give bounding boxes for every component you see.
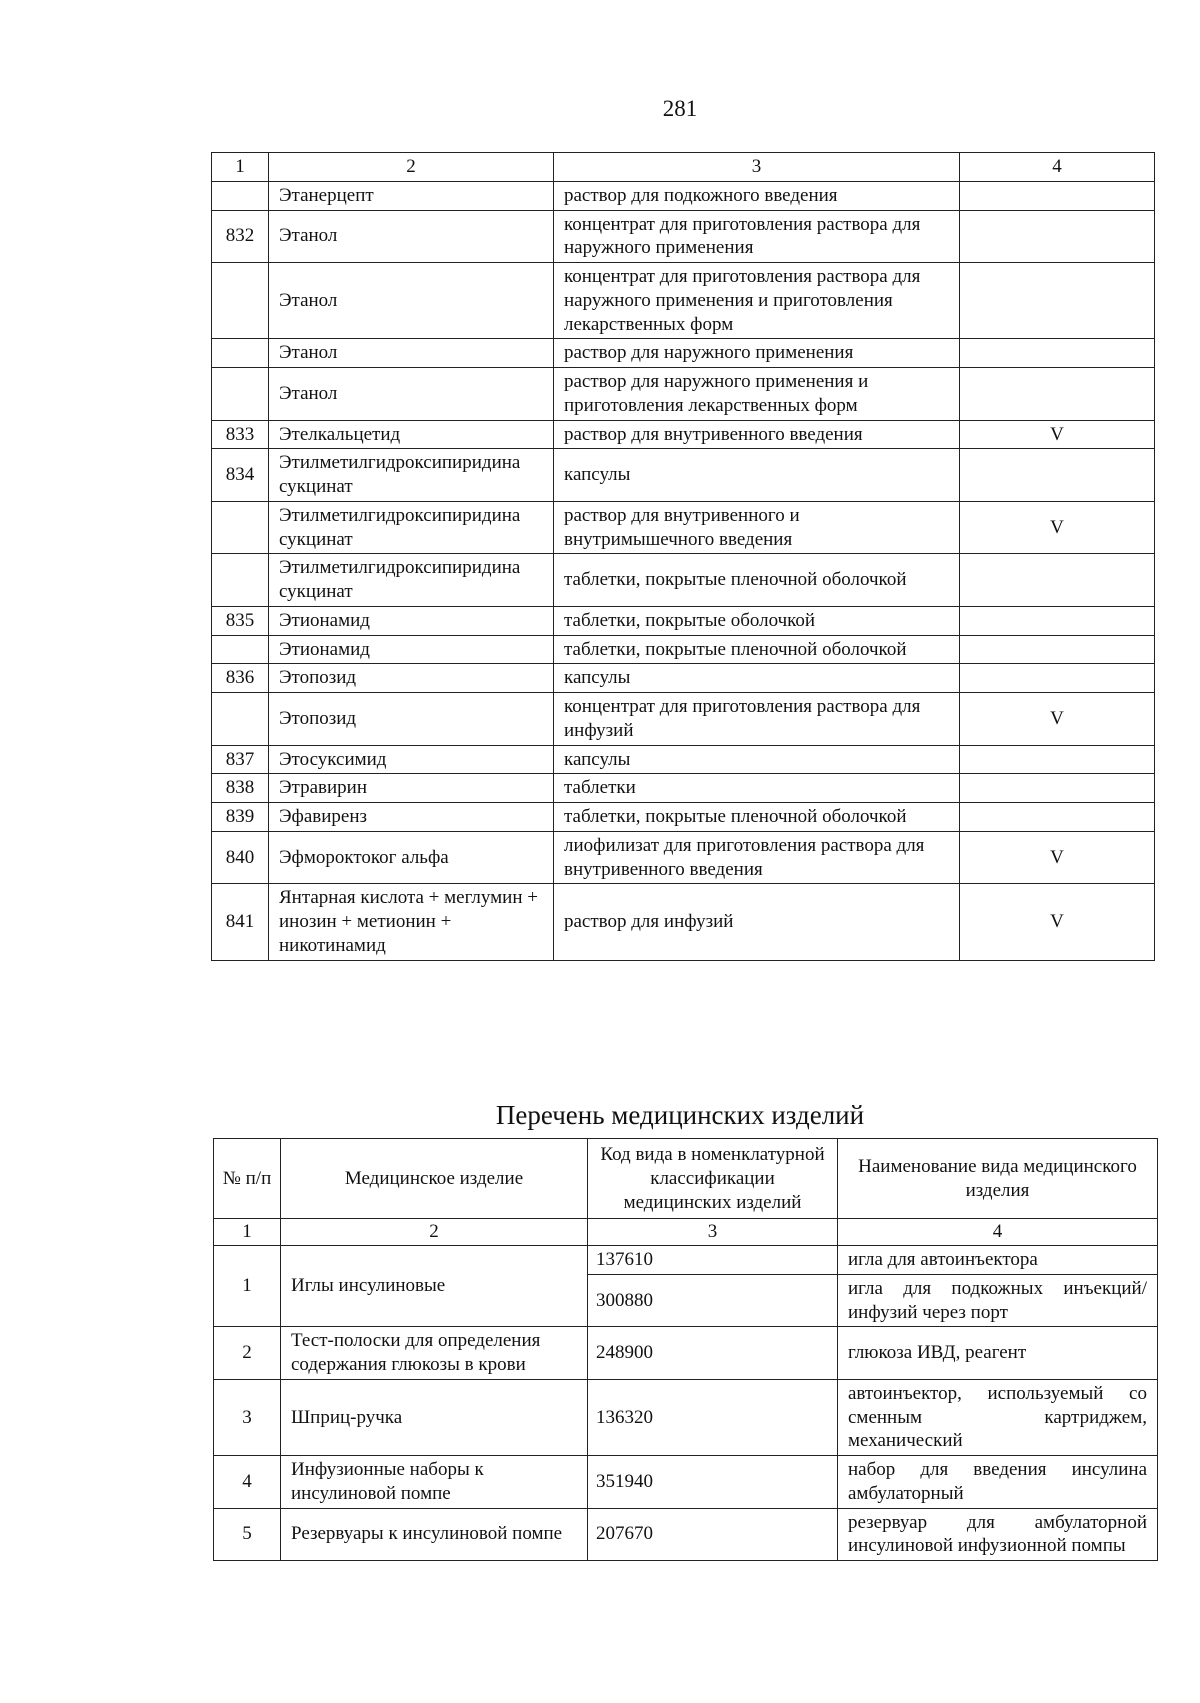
mark-cell [960, 774, 1155, 803]
table-row [214, 1379, 1158, 1455]
table-row [212, 831, 1155, 884]
column-number: 3 [554, 153, 960, 182]
mark-cell: V [960, 501, 1155, 554]
table-row [212, 181, 1155, 210]
mark-cell [960, 803, 1155, 832]
drug-name: Этопозид [269, 693, 554, 746]
drug-name: Эфмороктоког альфа [269, 831, 554, 884]
header-cell-kind: Наименование вида медицинского изделия [838, 1139, 1158, 1219]
table-row [212, 554, 1155, 607]
dosage-form: раствор для подкожного введения [554, 181, 960, 210]
device-name: Шприц-ручка [281, 1379, 588, 1455]
device-name: Резервуары к инсулиновой помпе [281, 1508, 588, 1561]
row-number: 835 [212, 606, 269, 635]
mark-cell [960, 449, 1155, 502]
table-row [212, 210, 1155, 263]
table-row [212, 368, 1155, 421]
row-number [212, 181, 269, 210]
section-title: Перечень медицинских изделий [495, 1100, 865, 1130]
drug-name: Этанол [269, 368, 554, 421]
dosage-form: концентрат для приготовления раствора для инфузий [554, 693, 960, 746]
device-table-column-numbers [214, 1219, 1158, 1246]
mark-cell [960, 664, 1155, 693]
column-number: 4 [838, 1219, 1158, 1246]
header-cell-number: № п/п [214, 1139, 281, 1219]
device-code: 207670 [588, 1508, 838, 1561]
row-number: 2 [214, 1327, 281, 1380]
dosage-form: таблетки, покрытые оболочкой [554, 606, 960, 635]
row-number [212, 635, 269, 664]
mark-cell: V [960, 884, 1155, 960]
row-number [212, 368, 269, 421]
drug-name: Этанерцепт [269, 181, 554, 210]
drug-name: Янтарная кислота + меглумин + инозин + метионин + никотинамид [269, 884, 554, 960]
mark-cell [960, 606, 1155, 635]
row-number: 4 [214, 1456, 281, 1509]
drug-name: Этанол [269, 339, 554, 368]
row-number: 841 [212, 884, 269, 960]
dosage-form: лиофилизат для приготовления раствора для внутривенного введения [554, 831, 960, 884]
column-number: 4 [960, 153, 1155, 182]
header-cell-code: Код вида в номенклатурной классификации медицинских изделий [588, 1139, 838, 1219]
device-table [213, 1138, 1158, 1561]
mark-cell [960, 554, 1155, 607]
drug-table [211, 152, 1155, 961]
mark-cell [960, 339, 1155, 368]
row-number: 833 [212, 420, 269, 449]
mark-cell: V [960, 420, 1155, 449]
device-name: Тест-полоски для определения содержания глюкозы в крови [281, 1327, 588, 1380]
table-row [212, 635, 1155, 664]
dosage-form: таблетки, покрытые пленочной оболочкой [554, 635, 960, 664]
mark-cell [960, 181, 1155, 210]
dosage-form: концентрат для приготовления раствора для наружного применения [554, 210, 960, 263]
table-row [212, 339, 1155, 368]
table-row [212, 884, 1155, 960]
table-row [214, 1327, 1158, 1380]
dosage-form: раствор для внутривенного введения [554, 420, 960, 449]
device-kind: игла для подкожных инъекций/инфузий через порт [838, 1274, 1158, 1327]
drug-name: Этионамид [269, 635, 554, 664]
page-number: 281 [662, 96, 698, 121]
table-row [214, 1508, 1158, 1561]
row-number: 834 [212, 449, 269, 502]
row-number: 832 [212, 210, 269, 263]
device-code: 136320 [588, 1379, 838, 1455]
device-code: 137610 [588, 1246, 838, 1275]
device-table-header-row [214, 1139, 1158, 1219]
table-row [212, 501, 1155, 554]
dosage-form: раствор для инфузий [554, 884, 960, 960]
mark-cell: V [960, 831, 1155, 884]
table-row [212, 774, 1155, 803]
table-row [212, 745, 1155, 774]
dosage-form: таблетки [554, 774, 960, 803]
device-name: Иглы инсулиновые [281, 1246, 588, 1327]
mark-cell [960, 263, 1155, 339]
drug-name: Этелкальцетид [269, 420, 554, 449]
column-number: 2 [269, 153, 554, 182]
table-row [212, 263, 1155, 339]
drug-name: Этилметилгидроксипиридина сукцинат [269, 449, 554, 502]
drug-name: Этилметилгидроксипиридина сукцинат [269, 501, 554, 554]
row-number: 1 [214, 1246, 281, 1327]
dosage-form: капсулы [554, 449, 960, 502]
row-number: 840 [212, 831, 269, 884]
device-code: 300880 [588, 1274, 838, 1327]
row-number: 836 [212, 664, 269, 693]
drug-table-column-numbers [212, 153, 1155, 182]
drug-name: Эфавиренз [269, 803, 554, 832]
dosage-form: раствор для внутривенного и внутримышечного введения [554, 501, 960, 554]
table-row [212, 606, 1155, 635]
dosage-form: раствор для наружного применения и приготовления лекарственных форм [554, 368, 960, 421]
mark-cell: V [960, 693, 1155, 746]
drug-name: Этионамид [269, 606, 554, 635]
table-row [212, 803, 1155, 832]
dosage-form: таблетки, покрытые пленочной оболочкой [554, 803, 960, 832]
table-row [212, 420, 1155, 449]
device-kind: глюкоза ИВД, реагент [838, 1327, 1158, 1380]
row-number [212, 263, 269, 339]
device-name: Инфузионные наборы к инсулиновой помпе [281, 1456, 588, 1509]
device-kind: резервуар для амбулаторной инсулиновой инфузионной помпы [838, 1508, 1158, 1561]
table-row [214, 1246, 1158, 1275]
drug-name: Этопозид [269, 664, 554, 693]
row-number: 838 [212, 774, 269, 803]
column-number: 1 [214, 1219, 281, 1246]
device-code: 351940 [588, 1456, 838, 1509]
table-row [214, 1456, 1158, 1509]
column-number: 3 [588, 1219, 838, 1246]
table-row [212, 449, 1155, 502]
drug-name: Этравирин [269, 774, 554, 803]
device-kind: набор для введения инсулина амбулаторный [838, 1456, 1158, 1509]
row-number: 839 [212, 803, 269, 832]
table-row [212, 664, 1155, 693]
dosage-form: капсулы [554, 745, 960, 774]
drug-name: Этанол [269, 210, 554, 263]
mark-cell [960, 635, 1155, 664]
device-code: 248900 [588, 1327, 838, 1380]
dosage-form: капсулы [554, 664, 960, 693]
row-number [212, 339, 269, 368]
drug-name: Этанол [269, 263, 554, 339]
column-number: 2 [281, 1219, 588, 1246]
row-number: 837 [212, 745, 269, 774]
row-number [212, 554, 269, 607]
drug-name: Этосуксимид [269, 745, 554, 774]
mark-cell [960, 368, 1155, 421]
mark-cell [960, 210, 1155, 263]
drug-name: Этилметилгидроксипиридина сукцинат [269, 554, 554, 607]
dosage-form: таблетки, покрытые пленочной оболочкой [554, 554, 960, 607]
row-number [212, 501, 269, 554]
dosage-form: концентрат для приготовления раствора для наружного применения и приготовления лекарственных форм [554, 263, 960, 339]
device-kind: игла для автоинъектора [838, 1246, 1158, 1275]
dosage-form: раствор для наружного применения [554, 339, 960, 368]
device-kind: автоинъектор, используемый со сменным картриджем, механический [838, 1379, 1158, 1455]
row-number: 3 [214, 1379, 281, 1455]
table-row [212, 693, 1155, 746]
column-number: 1 [212, 153, 269, 182]
mark-cell [960, 745, 1155, 774]
row-number: 5 [214, 1508, 281, 1561]
header-cell-device: Медицинское изделие [281, 1139, 588, 1219]
row-number [212, 693, 269, 746]
